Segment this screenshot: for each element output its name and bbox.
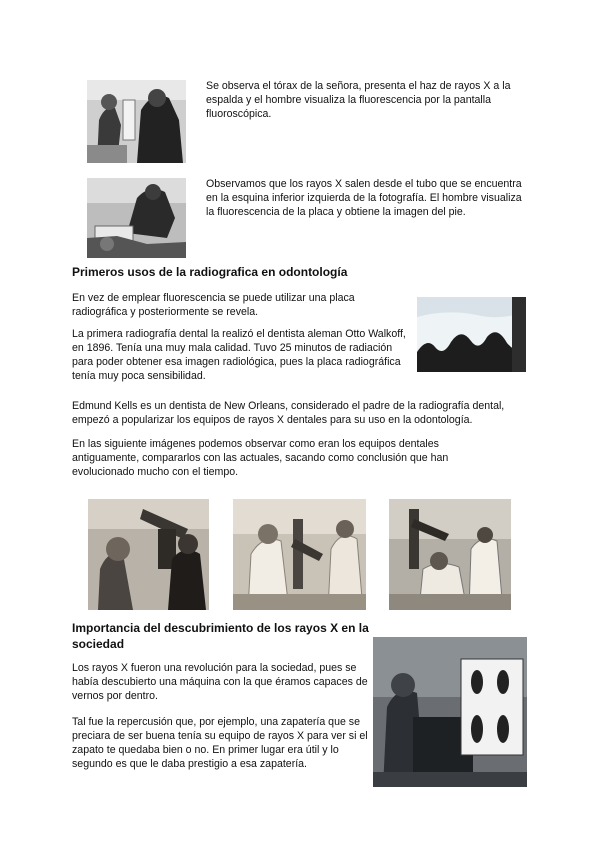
paragraph-walkoff: La primera radiografía dental la realizó el dentista aleman Otto Walkoff, en 1896. Tenía una muy mala calidad. Tuvo 25 minutos de radiación para poder obtener esa imagen radiológica, pues la placa radiográfica tenía muy poca sensibilidad. [72,328,406,382]
caption-chest: Se observa el tórax de la señora, presenta el haz de rayos X a la espalda y el hombre visualiza la fluorescencia por la pantalla fluoroscópica. [206,80,511,120]
paragraph-equipos: En las siguiente imágenes podemos observar como eran los equipos dentales antiguamente, compararlos con las actuales, sacando como conclusión que han evolucionado mucho con el tiempo. [72,438,449,478]
paragraph-revolucion: Los rayos X fueron una revolución para la sociedad, pues se había descubierto una máquina con la que éramos capaces de vernos por dentro. [72,662,368,702]
fluoroscopy-chest-photo [87,80,186,163]
dental-equipment-photo-1 [88,499,209,610]
first-dental-radiograph-image [417,297,526,372]
paragraph-placa: En vez de emplear fluorescencia se puede utilizar una placa radiográfica y posteriormente se revela. [72,292,355,318]
paragraph-kells: Edmund Kells es un dentista de New Orleans, considerado el padre de la radiografía dental, empezó a popularizar los equipos de rayos X dentales para su uso en la odontología. [72,400,505,426]
section-heading-importancia: Importancia del descubrimiento de los rayos X en la sociedad [72,621,369,651]
shoe-fitting-fluoroscope-photo [373,637,527,787]
paragraph-zapateria: Tal fue la repercusión que, por ejemplo, una zapatería que se preciara de ser buena tenía su equipo de rayos X para ver si el zapato te quedaba bien o no. En primer lugar era útil y lo segundo es que le daba prestigio a esa zapatería. [72,716,368,770]
caption-foot: Observamos que los rayos X salen desde el tubo que se encuentra en la esquina inferior izquierda de la fotografía. El hombre visualiza la fluorescencia de la placa y obtiene la imagen del pie. [206,178,522,218]
dental-equipment-photo-3 [389,499,511,610]
dental-equipment-photo-2 [233,499,366,610]
fluoroscopy-foot-photo [87,178,186,258]
section-heading-primeros-usos: Primeros usos de la radiografica en odontología [72,265,348,279]
